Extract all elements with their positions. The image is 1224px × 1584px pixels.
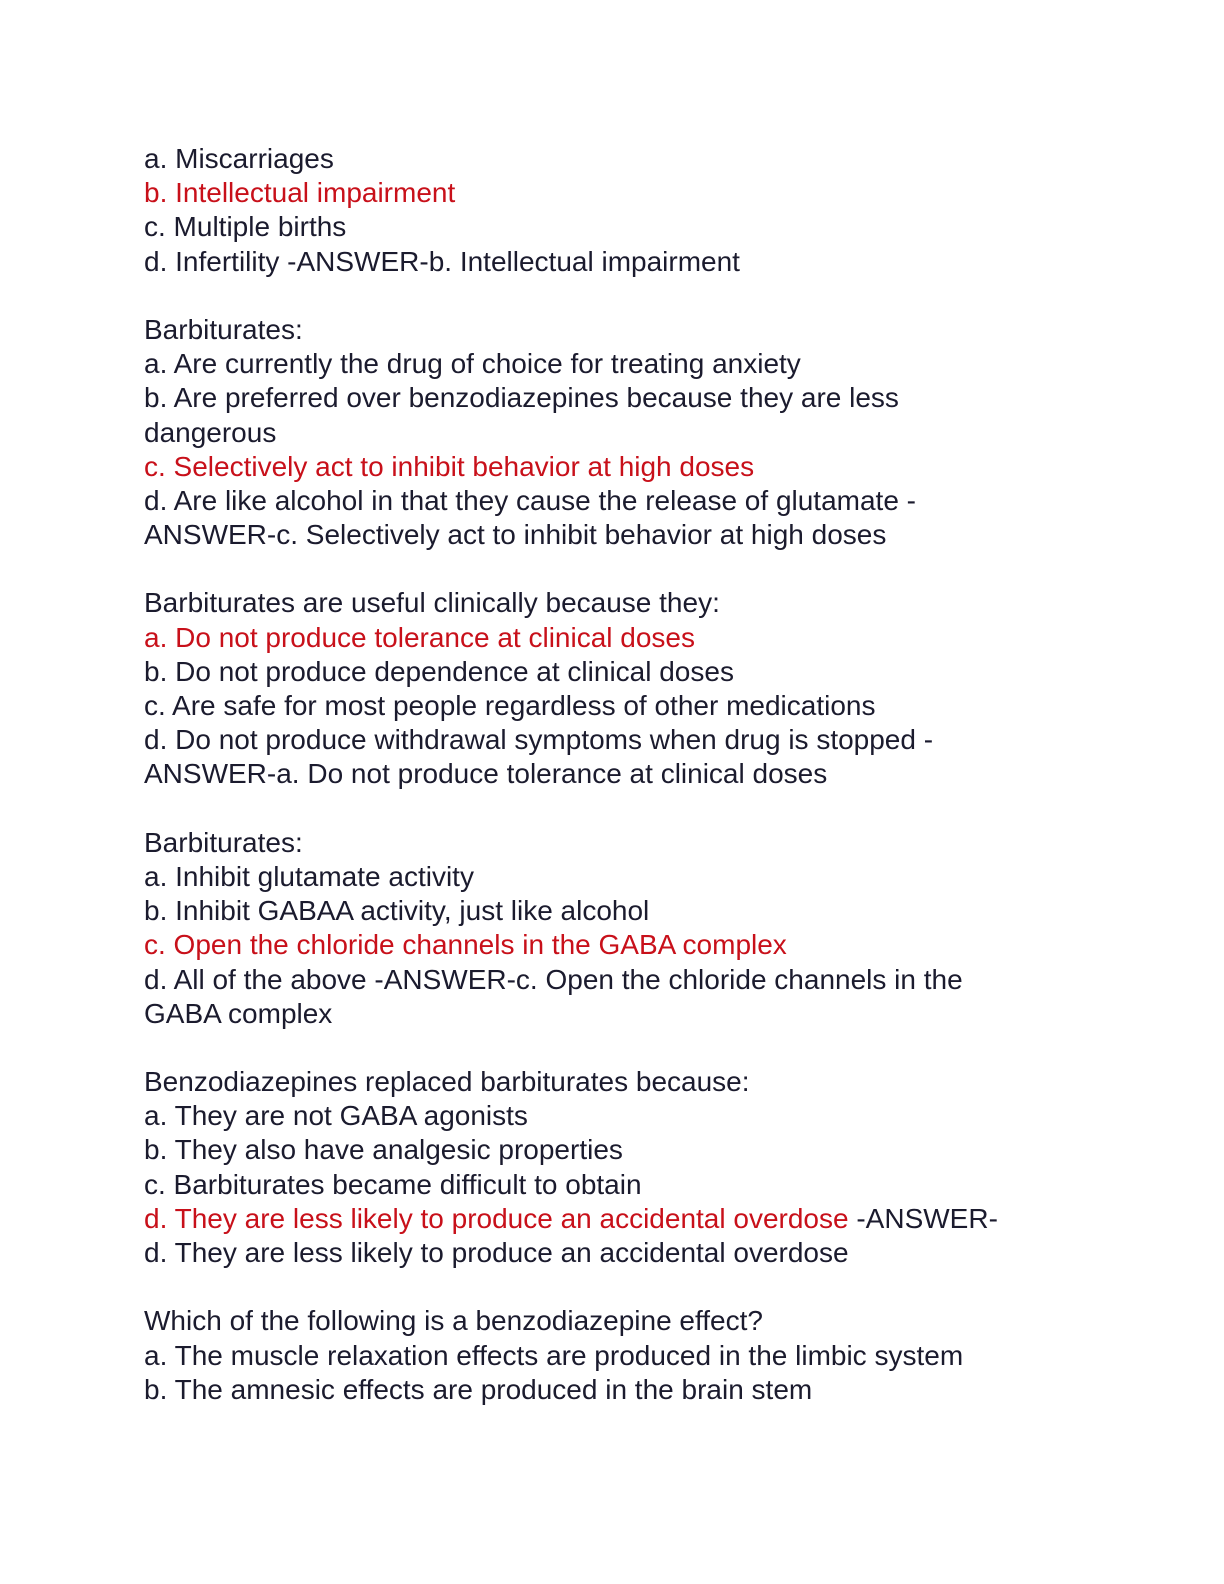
q5-option-c: c. Barbiturates became difficult to obtain [144,1168,642,1200]
spacer [144,279,1144,313]
q5-option-a: a. They are not GABA agonists [144,1100,528,1132]
q4-answer-continued: GABA complex [144,997,333,1029]
q2-question: Barbiturates: [144,313,303,345]
q3-option-c: c. Are safe for most people regardless of other medications [144,690,876,721]
q4-option-d-answer: d. All of the above -ANSWER-c. Open the chloride channels in the [144,963,963,995]
spacer [144,552,1144,586]
q3-option-a-correct: a. Do not produce tolerance at clinical doses [144,621,695,653]
spacer [144,1270,1144,1304]
q1-option-a: a. Miscarriages [144,143,334,174]
spacer [144,1031,1144,1065]
q1-option-b-correct: b. Intellectual impairment [144,177,456,209]
q6-question: Which of the following is a benzodiazepine effect? [144,1305,763,1337]
q4-option-c-correct: c. Open the chloride channels in the GABA complex [144,929,787,961]
q5-answer: d. They are less likely to produce an accidental overdose [144,1237,849,1268]
q3-question: Barbiturates are useful clinically because they: [144,587,720,619]
q2-option-b: b. Are preferred over benzodiazepines because they are less [144,382,899,414]
q1-option-d-answer: d. Infertility -ANSWER-b. Intellectual impairment [144,245,740,277]
q3-option-d: d. Do not produce withdrawal symptoms when drug is stopped - [144,724,934,756]
q2-option-d: d. Are like alcohol in that they cause the release of glutamate - [144,484,917,516]
q2-option-a: a. Are currently the drug of choice for treating anxiety [144,348,801,380]
q5-option-d [144,1202,1144,1236]
q6-option-a: a. The muscle relaxation effects are produced in the limbic system [144,1339,964,1371]
q6-option-b: b. The amnesic effects are produced in the brain stem [144,1373,813,1405]
q3-option-b: b. Do not produce dependence at clinical doses [144,655,734,687]
q5-option-b: b. They also have analgesic properties [144,1134,623,1166]
document-page [144,142,1144,1407]
q4-option-b: b. Inhibit GABAA activity, just like alcohol [144,895,650,927]
q5-answer-marker: -ANSWER- [848,1202,998,1234]
q4-option-a: a. Inhibit glutamate activity [144,860,474,892]
q1-option-c: c. Multiple births [144,211,347,243]
q5-option-d-correct: d. They are less likely to produce an accidental overdose [144,1202,849,1234]
q2-option-c-correct: c. Selectively act to inhibit behavior at high doses [144,450,755,482]
spacer [144,792,1144,826]
q2-answer: ANSWER-c. Selectively act to inhibit behavior at high doses [144,519,887,551]
q3-answer: ANSWER-a. Do not produce tolerance at clinical doses [144,758,828,790]
q4-question: Barbiturates: [144,826,303,858]
q5-question: Benzodiazepines replaced barbiturates because: [144,1066,750,1098]
q2-option-b-continued: dangerous [144,416,277,448]
